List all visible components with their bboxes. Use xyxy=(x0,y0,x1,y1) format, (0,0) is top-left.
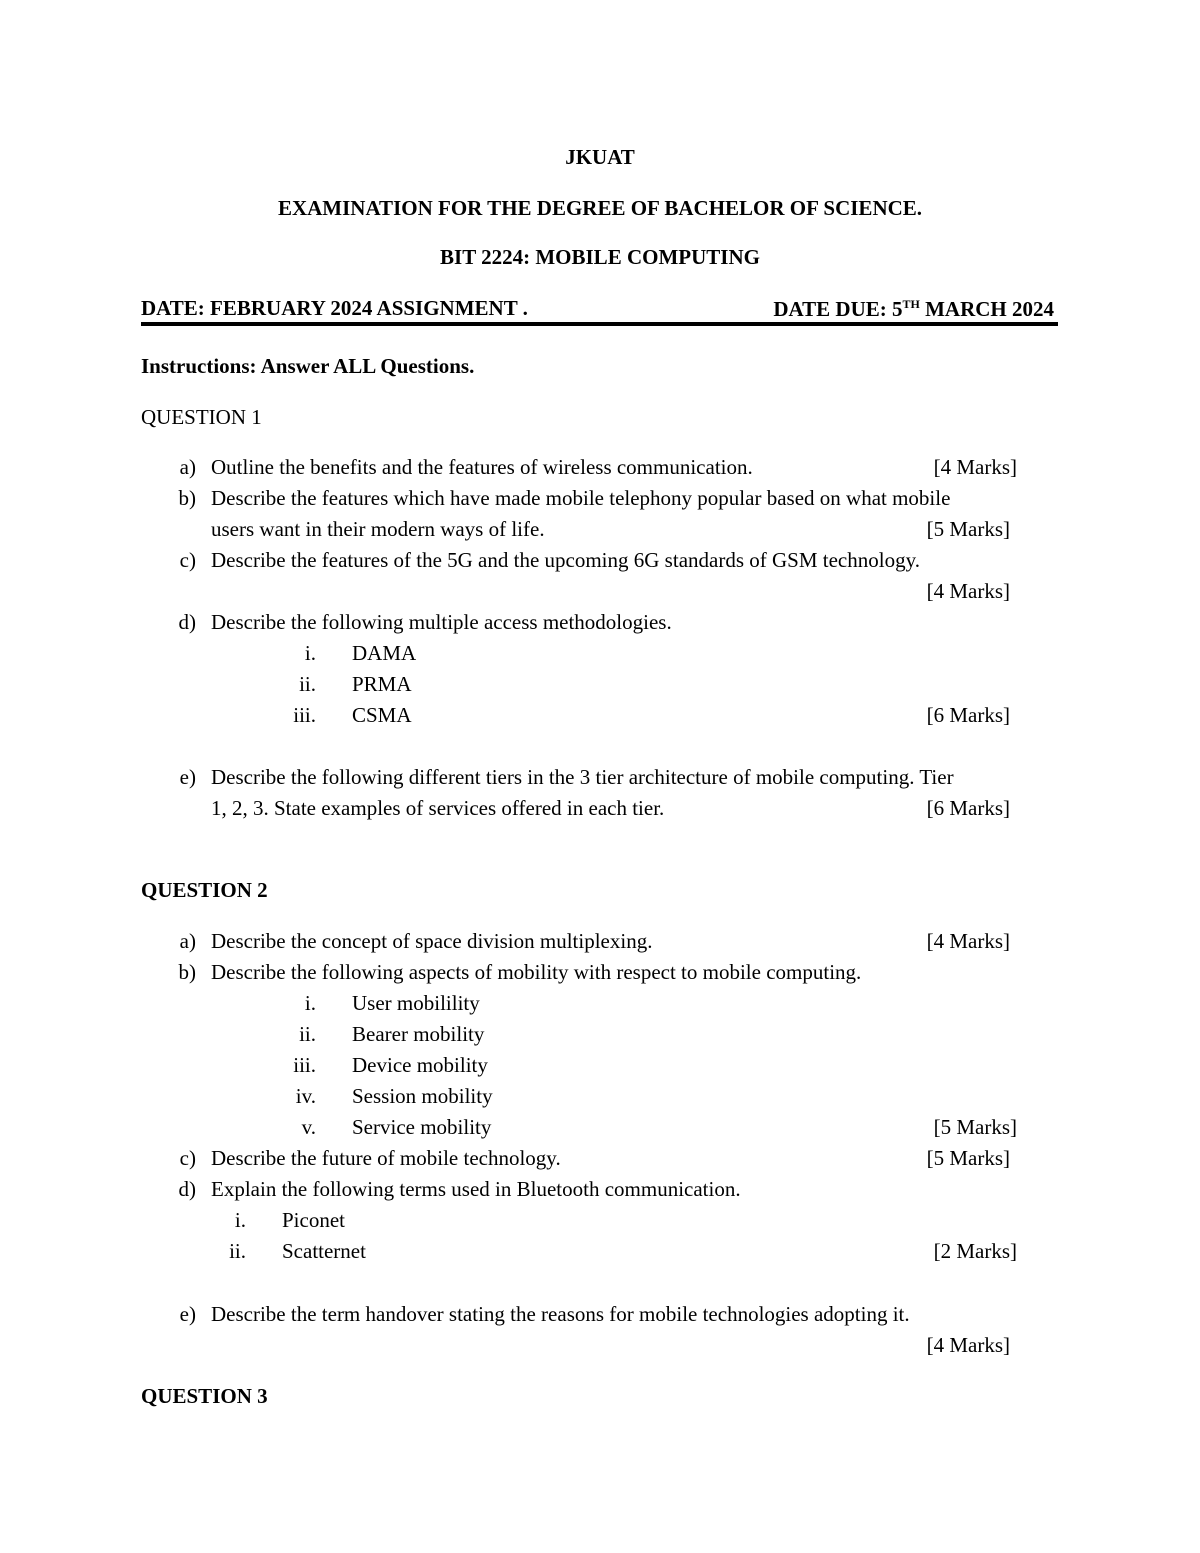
q2-b-item-num: iv. xyxy=(295,1084,316,1108)
q1-d-item-num: i. xyxy=(304,641,316,665)
q2-c-marks: [5 Marks] xyxy=(926,1146,1010,1170)
q2-e-marks: [4 Marks] xyxy=(926,1333,1010,1357)
question-3-title: QUESTION 3 xyxy=(141,1384,268,1408)
instructions: Instructions: Answer ALL Questions. xyxy=(141,354,475,378)
q1-d-text: Describe the following multiple access methodologies. xyxy=(211,610,672,634)
question-1-title: QUESTION 1 xyxy=(141,405,262,429)
q1-d-label: d) xyxy=(178,610,196,634)
q1-a-marks: [4 Marks] xyxy=(933,455,1017,479)
q2-a-label: a) xyxy=(179,929,196,953)
q1-c-marks: [4 Marks] xyxy=(926,579,1010,603)
q1-b-text-line1: Describe the features which have made mobile telephony popular based on what mobile xyxy=(211,486,951,510)
q2-b-marks: [5 Marks] xyxy=(933,1115,1017,1139)
q2-b-label: b) xyxy=(178,960,196,984)
q2-c-text: Describe the future of mobile technology. xyxy=(211,1146,561,1170)
q2-a-text: Describe the concept of space division multiplexing. xyxy=(211,929,653,953)
q1-d-item-num: ii. xyxy=(299,672,316,696)
q1-e-marks: [6 Marks] xyxy=(926,796,1010,820)
q2-b-item-text: User mobilility xyxy=(352,991,480,1015)
q1-d-item-num: iii. xyxy=(293,703,316,727)
q2-d-item-text: Scatternet xyxy=(282,1239,366,1263)
q2-d-label: d) xyxy=(178,1177,196,1201)
q1-b-label: b) xyxy=(178,486,196,510)
date-due-prefix: DATE DUE: 5 xyxy=(773,297,903,321)
q2-a-marks: [4 Marks] xyxy=(926,929,1010,953)
q2-b-text: Describe the following aspects of mobility with respect to mobile computing. xyxy=(211,960,862,984)
q1-c-label: c) xyxy=(179,548,196,572)
q2-b-item-text: Device mobility xyxy=(352,1053,488,1077)
q2-b-item-num: ii. xyxy=(299,1022,316,1046)
q1-a-label: a) xyxy=(179,455,196,479)
exam-title: EXAMINATION FOR THE DEGREE OF BACHELOR OF SCIENCE. xyxy=(277,196,923,220)
q2-d-item-num: i. xyxy=(234,1208,246,1232)
q1-b-marks: [5 Marks] xyxy=(926,517,1010,541)
q1-d-item-text: CSMA xyxy=(352,703,412,727)
q2-b-item-num: v. xyxy=(301,1115,316,1139)
q1-e-text-line1: Describe the following different tiers in the 3 tier architecture of mobile computing. Tier xyxy=(211,765,954,789)
q2-e-label: e) xyxy=(179,1302,196,1326)
q2-b-item-text: Service mobility xyxy=(352,1115,492,1139)
q1-d-item-text: DAMA xyxy=(352,641,417,665)
date-due-sup: TH xyxy=(902,297,920,311)
q2-b-item-text: Session mobility xyxy=(352,1084,493,1108)
date-left: DATE: FEBRUARY 2024 ASSIGNMENT . xyxy=(141,296,528,320)
q2-b-item-num: i. xyxy=(304,991,316,1015)
q1-d-item-text: PRMA xyxy=(352,672,412,696)
q2-b-item-num: iii. xyxy=(293,1053,316,1077)
q2-e-text: Describe the term handover stating the reasons for mobile technologies adopting it. xyxy=(211,1302,910,1326)
date-due-suffix: MARCH 2024 xyxy=(919,297,1054,321)
q2-d-item-num: ii. xyxy=(229,1239,246,1263)
q1-b-text-line2: users want in their modern ways of life. xyxy=(211,517,545,541)
q1-e-text-line2: 1, 2, 3. State examples of services offered in each tier. xyxy=(211,796,665,820)
date-due xyxy=(773,298,1054,320)
question-2-title: QUESTION 2 xyxy=(141,878,268,902)
q2-d-item-text: Piconet xyxy=(282,1208,345,1232)
q1-d-marks: [6 Marks] xyxy=(926,703,1010,727)
q2-d-marks: [2 Marks] xyxy=(933,1239,1017,1263)
q1-c-text: Describe the features of the 5G and the upcoming 6G standards of GSM technology. xyxy=(211,548,920,572)
q2-d-text: Explain the following terms used in Bluetooth communication. xyxy=(211,1177,741,1201)
q1-a-text: Outline the benefits and the features of wireless communication. xyxy=(211,455,753,479)
university-name: JKUAT xyxy=(565,145,635,169)
q2-c-label: c) xyxy=(179,1146,196,1170)
header-rule xyxy=(141,322,1058,326)
course-title: BIT 2224: MOBILE COMPUTING xyxy=(440,245,760,269)
q1-e-label: e) xyxy=(179,765,196,789)
q2-b-item-text: Bearer mobility xyxy=(352,1022,485,1046)
